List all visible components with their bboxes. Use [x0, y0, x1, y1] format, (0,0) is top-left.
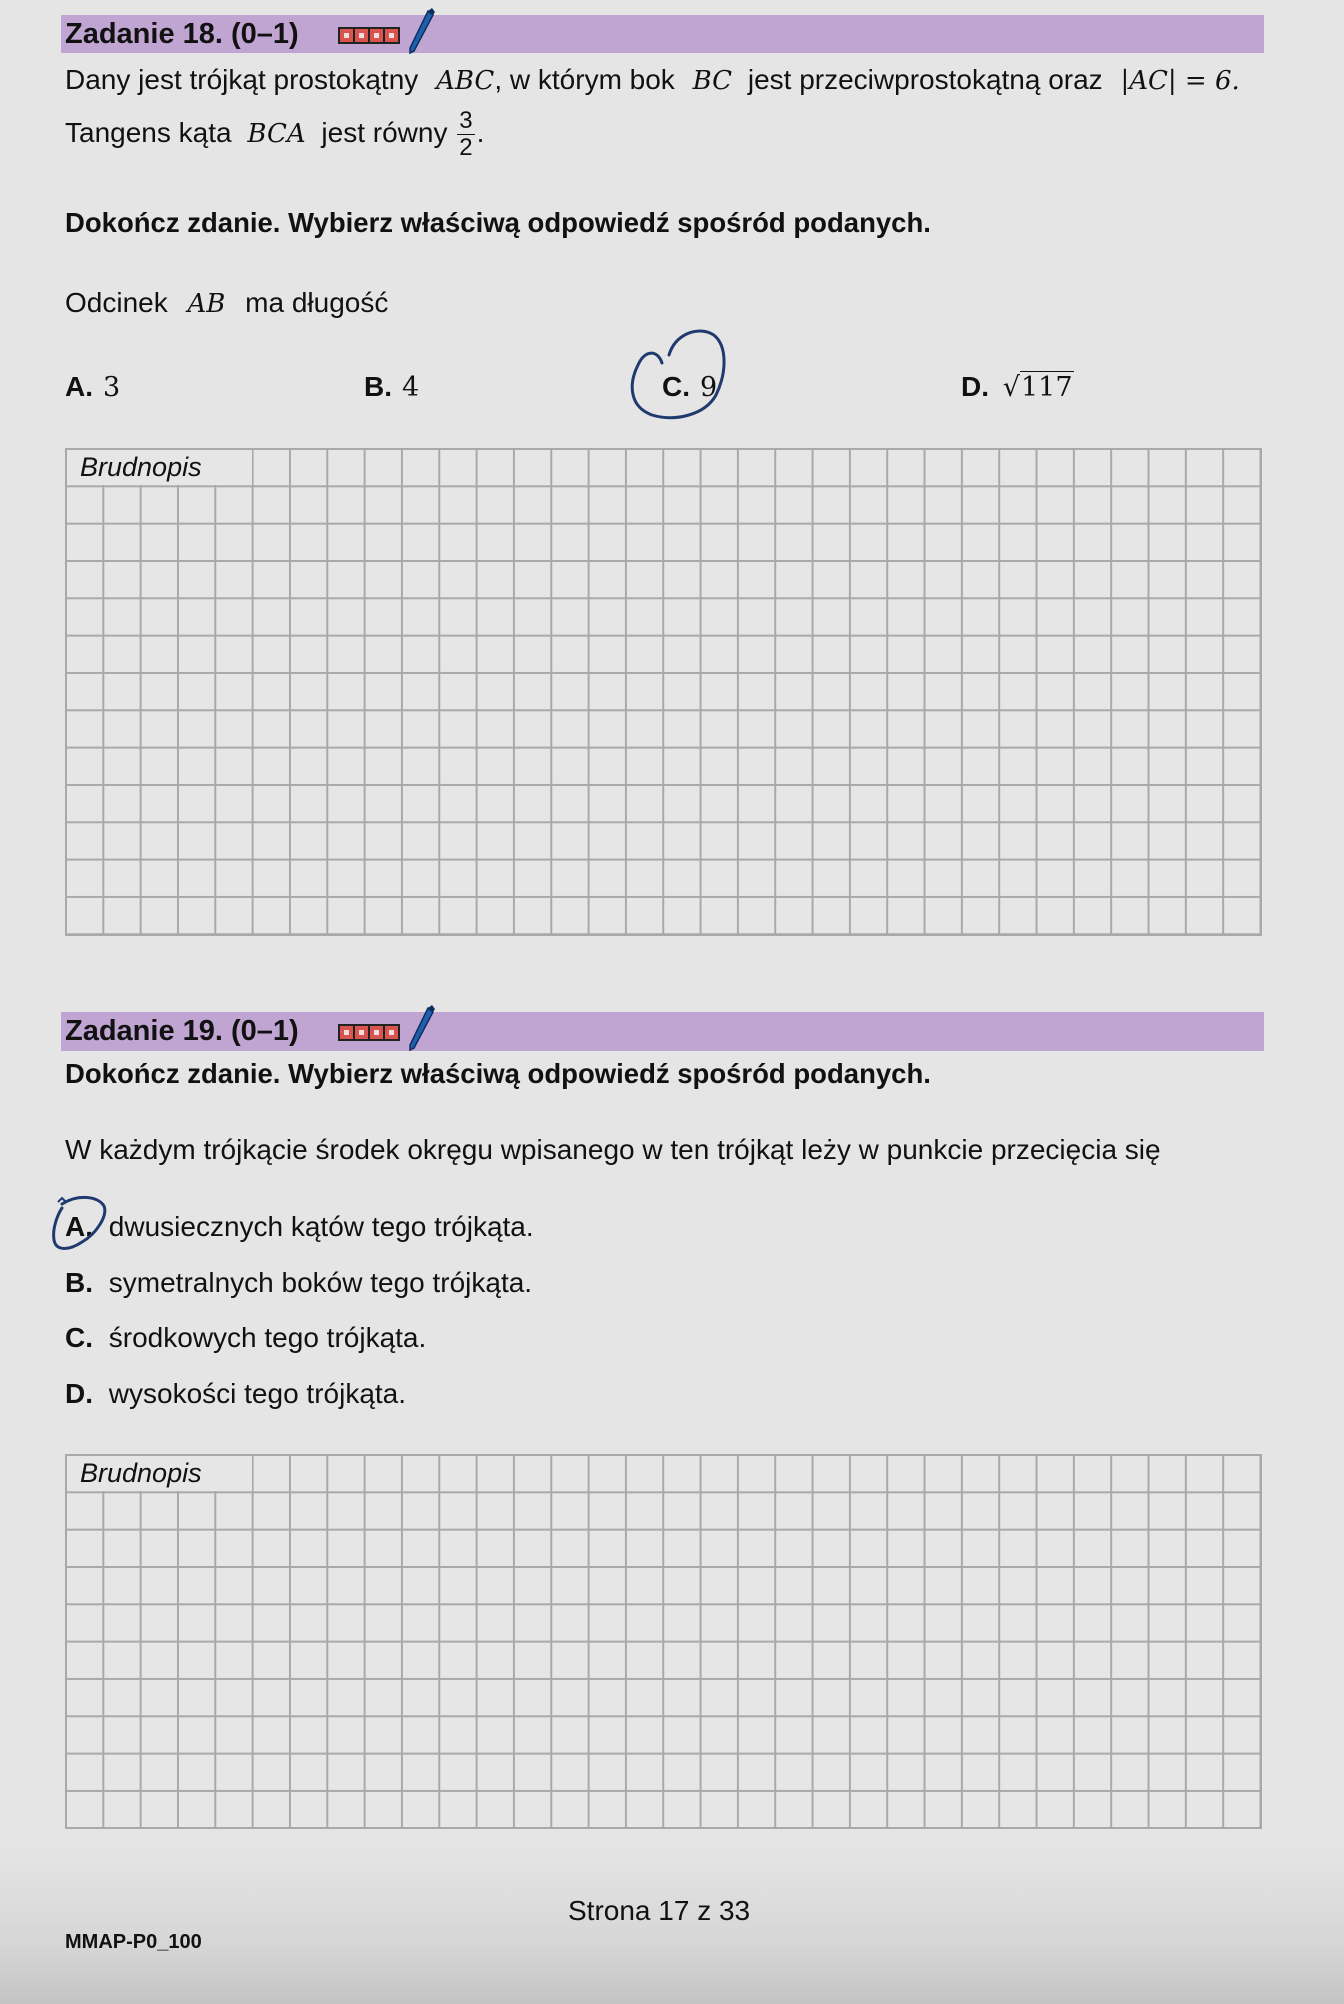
score-boxes-icon — [338, 27, 400, 44]
score-box[interactable] — [385, 29, 398, 42]
score-box[interactable] — [340, 1026, 353, 1039]
option-letter: B. — [65, 1267, 93, 1298]
task-18-option-c[interactable] — [662, 370, 717, 405]
scratch-grid-19[interactable] — [65, 1454, 1262, 1829]
text: jest równy — [321, 117, 448, 148]
scratch-label: Brudnopis — [67, 1456, 252, 1491]
score-box[interactable] — [340, 29, 353, 42]
task-19-option-d[interactable] — [65, 1377, 406, 1411]
task-19-stem: W każdym trójkącie środek okręgu wpisanego w ten trójkąt leży w punkcie przecięcia się — [65, 1134, 1161, 1165]
score-boxes-icon — [338, 1024, 400, 1041]
task-18-title: Zadanie 18. (0–1) — [65, 18, 299, 50]
sqrt-117 — [1003, 371, 1074, 405]
option-letter: A. — [65, 1211, 93, 1242]
score-box[interactable] — [370, 29, 383, 42]
text: Odcinek — [65, 287, 168, 318]
scratch-grid-18[interactable] — [65, 448, 1262, 936]
option-value: 3 — [103, 372, 121, 403]
sqrt-icon: √ — [1002, 372, 1020, 403]
pen-icon — [406, 7, 436, 57]
task-18-intro-line2 — [65, 103, 484, 164]
math-abc: ABC — [436, 66, 495, 96]
text: . — [476, 117, 485, 148]
task-18-option-b[interactable] — [364, 370, 419, 405]
score-box[interactable] — [385, 1026, 398, 1039]
text: Dany jest trójkąt prostokątny — [65, 64, 419, 95]
math-bca: BCA — [247, 119, 306, 149]
option-letter: B. — [364, 371, 392, 402]
fraction-numerator: 3 — [459, 107, 473, 135]
math-bc: BC — [692, 66, 733, 96]
text: ma długość — [245, 287, 389, 318]
option-value: środkowych tego trójkąta. — [108, 1322, 427, 1353]
text: , w którym bok — [494, 64, 675, 95]
math-ab: AB — [187, 289, 226, 319]
fraction-3-2 — [457, 108, 474, 161]
task-18-stem — [65, 286, 388, 321]
option-letter: C. — [65, 1322, 93, 1353]
math-ac-equals-6: |AC| = 6. — [1120, 66, 1240, 96]
text: jest przeciwprostokątną oraz — [747, 64, 1103, 95]
sqrt-radicand: 117 — [1021, 372, 1073, 403]
pen-icon — [406, 1004, 436, 1054]
score-box[interactable] — [355, 1026, 368, 1039]
option-value: symetralnych boków tego trójkąta. — [108, 1267, 533, 1298]
task-18-option-a[interactable] — [65, 370, 120, 405]
task-19-option-a[interactable] — [65, 1210, 534, 1244]
task-19-option-b[interactable] — [65, 1266, 532, 1300]
option-value: 4 — [402, 372, 420, 403]
option-value: dwusiecznych kątów tego trójkąta. — [108, 1211, 534, 1242]
task-18-instruction: Dokończ zdanie. Wybierz właściwą odpowiedź spośród podanych. — [65, 207, 931, 238]
option-value: wysokości tego trójkąta. — [108, 1378, 407, 1409]
task-18-intro-line1 — [65, 63, 1240, 98]
task-19-header — [61, 1012, 1264, 1051]
task-19-title: Zadanie 19. (0–1) — [65, 1015, 299, 1047]
task-19-instruction: Dokończ zdanie. Wybierz właściwą odpowiedź spośród podanych. — [65, 1058, 931, 1089]
task-19-option-c[interactable] — [65, 1321, 426, 1355]
task-18-option-d[interactable] — [961, 370, 1074, 405]
option-letter: D. — [961, 371, 989, 402]
score-box[interactable] — [370, 1026, 383, 1039]
option-letter: A. — [65, 371, 93, 402]
exam-code: MMAP-P0_100 — [65, 1931, 202, 1953]
option-value: 9 — [700, 372, 718, 403]
task-18-header — [61, 15, 1264, 53]
score-box[interactable] — [355, 29, 368, 42]
option-letter: D. — [65, 1378, 93, 1409]
text: Tangens kąta — [65, 117, 232, 148]
fraction-denominator: 2 — [459, 134, 473, 162]
page-number: Strona 17 z 33 — [568, 1895, 751, 1926]
scratch-label: Brudnopis — [67, 450, 252, 485]
option-letter: C. — [662, 371, 690, 402]
